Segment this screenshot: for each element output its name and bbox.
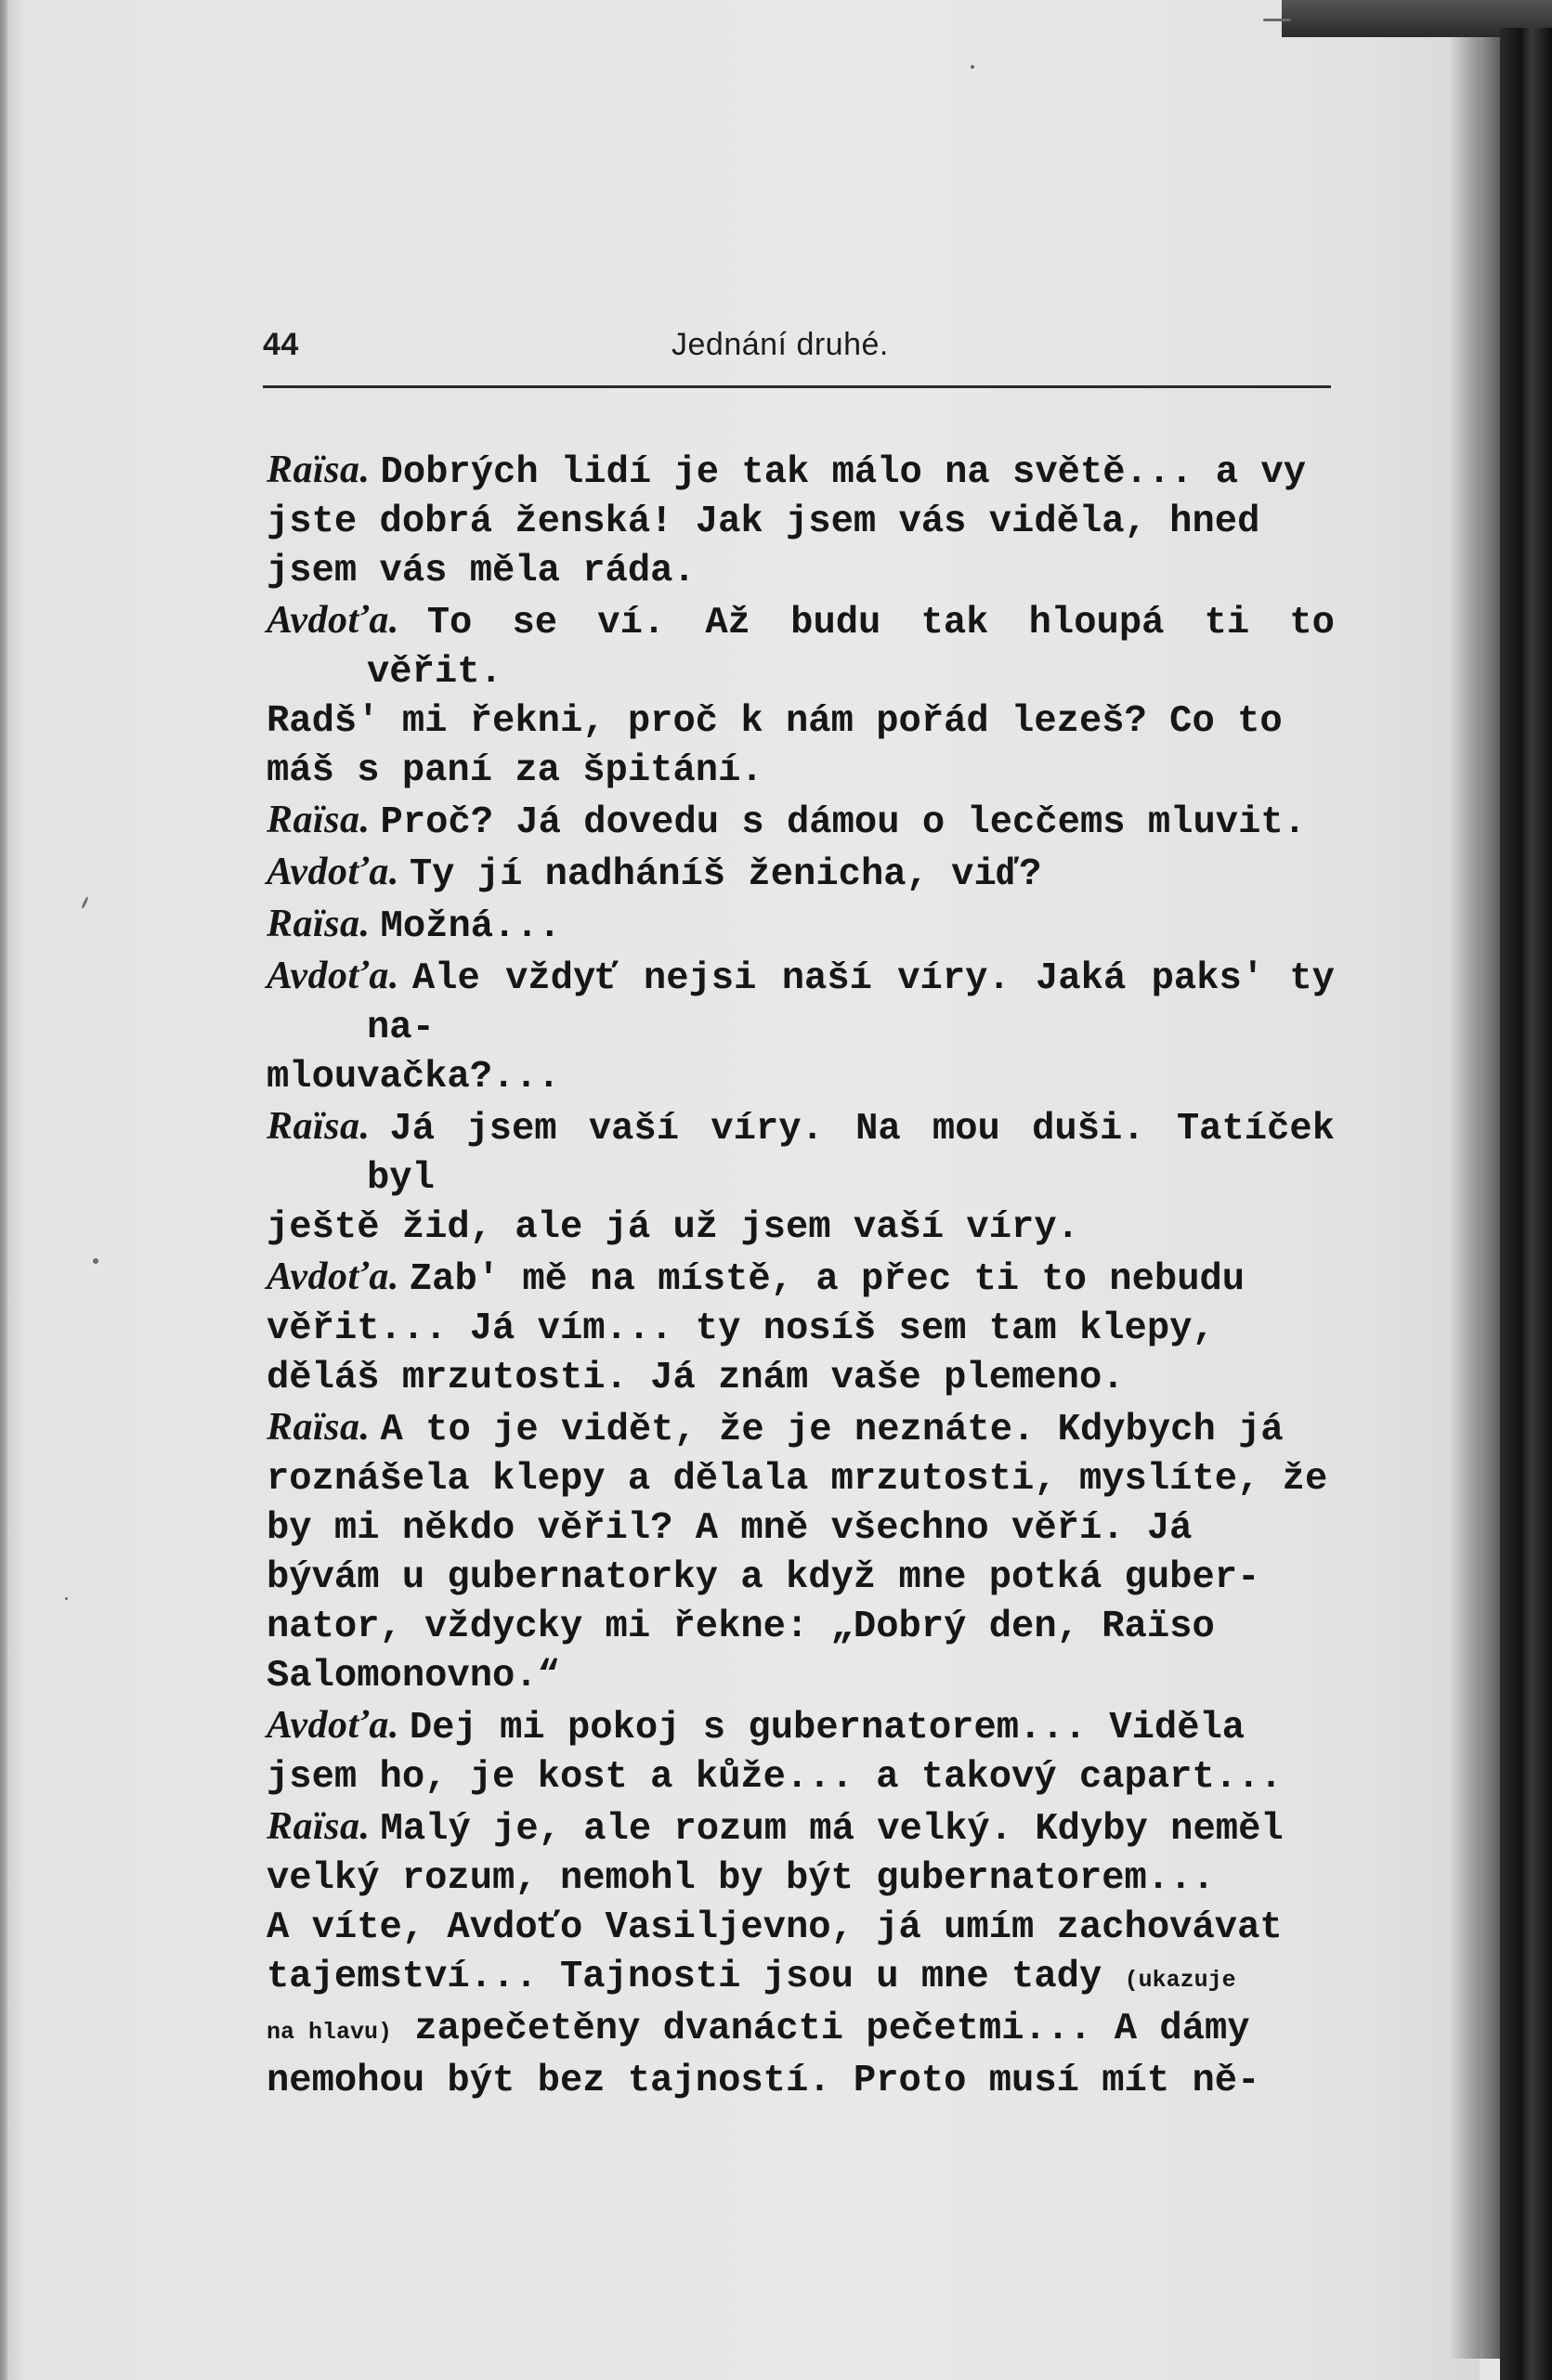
speech-line: Dej mi pokoj s gubernatorem... Viděla — [409, 1707, 1246, 1749]
speech-raisa-1 — [267, 446, 1335, 596]
speech-line: Zab' mě na místě, a přec ti to nebudu — [409, 1258, 1246, 1301]
speech-line: jste dobrá ženská! Jak jsem vás viděla, hned — [267, 501, 1260, 543]
speaker-name: Avdoťa. — [267, 1255, 410, 1298]
speech-avdota-1 — [267, 596, 1335, 796]
speech-line: by mi někdo věřil? A mně všechno věří. Já — [267, 1507, 1193, 1550]
scan-speck — [1263, 19, 1291, 21]
speaker-name: Raïsa. — [267, 903, 381, 945]
speech-raisa-5 — [267, 1403, 1335, 1701]
binding-shadow — [1449, 37, 1500, 2359]
speaker-name: Avdoťa. — [267, 851, 410, 893]
speech-line: Možná... — [380, 905, 561, 948]
speech-line: A to je vidět, že je neznáte. Kdybych já — [380, 1409, 1284, 1451]
running-title: Jednání druhé. — [672, 327, 889, 362]
stage-direction: na hlavu) — [267, 2019, 393, 2046]
speaker-name: Raïsa. — [267, 1406, 381, 1449]
speech-avdota-3 — [267, 952, 1335, 1102]
speech-text: tajemství... Tajnosti jsou u mne tady — [267, 1956, 1125, 1998]
speaker-name: Avdoťa. — [267, 599, 427, 642]
speech-line: jsem ho, je kost a kůže... a takový capart... — [267, 1756, 1283, 1799]
speech-line: A víte, Avdoťo Vasiljevno, já umím zachovávat — [267, 1906, 1283, 1949]
speech-line: věřit... Já vím... ty nosíš sem tam klepy, — [267, 1307, 1215, 1350]
speaker-name: Raïsa. — [267, 1805, 381, 1848]
speech-raisa-2 — [267, 796, 1335, 848]
speech-text: zapečetěny dvanácti pečetmi... A dámy — [392, 2008, 1250, 2050]
speech-line-with-stage-direction — [267, 2005, 1335, 2057]
speech-line: Ale vždyť nejsi naší víry. Jaká paks' ty na- — [367, 957, 1335, 1049]
speech-line: děláš mrzutosti. Já znám vaše plemeno. — [267, 1357, 1125, 1399]
speech-line: ještě žid, ale já už jsem vaší víry. — [267, 1206, 1079, 1249]
speaker-name: Avdoťa. — [267, 955, 412, 997]
speech-line: velký rozum, nemohl by být gubernatorem... — [267, 1857, 1215, 1900]
scan-speck — [65, 1597, 68, 1600]
scan-speck — [971, 65, 974, 69]
speech-line: Radš' mi řekni, proč k nám pořád lezeš? Co to — [267, 700, 1283, 743]
scan-speck — [93, 1258, 98, 1264]
dialogue-text — [267, 446, 1335, 2106]
speech-line-with-stage-direction — [267, 1953, 1335, 2005]
page-number: 44 — [263, 327, 299, 362]
speech-line: To se ví. Až budu tak hloupá ti to věřit. — [367, 602, 1335, 694]
speech-avdota-5 — [267, 1701, 1335, 1802]
speech-avdota-2 — [267, 848, 1335, 900]
speech-line: Já jsem vaší víry. Na mou duši. Tatíček byl — [367, 1108, 1335, 1200]
speech-line: máš s paní za špitání. — [267, 749, 763, 792]
speech-line: roznášela klepy a dělala mrzutosti, myslíte, že — [267, 1458, 1328, 1501]
speaker-name: Raïsa. — [267, 799, 381, 841]
speech-line: nator, vždycky mi řekne: „Dobrý den, Raïso — [267, 1606, 1215, 1648]
speech-line: nemohou být bez tajností. Proto musí mít ně- — [267, 2060, 1260, 2102]
page-header — [263, 327, 1331, 373]
header-rule — [263, 385, 1331, 388]
stage-direction: (ukazuje — [1124, 1967, 1236, 1994]
speech-line: Salomonovno.“ — [267, 1655, 560, 1697]
speech-line: Dobrých lidí je tak málo na světě... a vy — [380, 451, 1306, 494]
speech-raisa-3 — [267, 900, 1335, 952]
speech-line: bývám u gubernatorky a když mne potká guber- — [267, 1556, 1260, 1599]
speech-line: Malý je, ale rozum má velký. Kdyby neměl — [380, 1808, 1284, 1851]
speech-avdota-4 — [267, 1253, 1335, 1403]
speaker-name: Raïsa. — [267, 449, 381, 491]
speaker-name: Raïsa. — [267, 1105, 390, 1148]
speaker-name: Avdoťa. — [267, 1704, 410, 1747]
speech-raisa-6 — [267, 1802, 1335, 2106]
speech-raisa-4 — [267, 1102, 1335, 1253]
speech-line: Ty jí nadháníš ženicha, viď? — [409, 853, 1042, 896]
speech-line: Proč? Já dovedu s dámou o lecčems mluvit. — [380, 801, 1306, 844]
speech-line: mlouvačka?... — [267, 1056, 560, 1099]
book-spine-edge — [1500, 28, 1552, 2380]
speech-line: jsem vás měla ráda. — [267, 550, 696, 592]
